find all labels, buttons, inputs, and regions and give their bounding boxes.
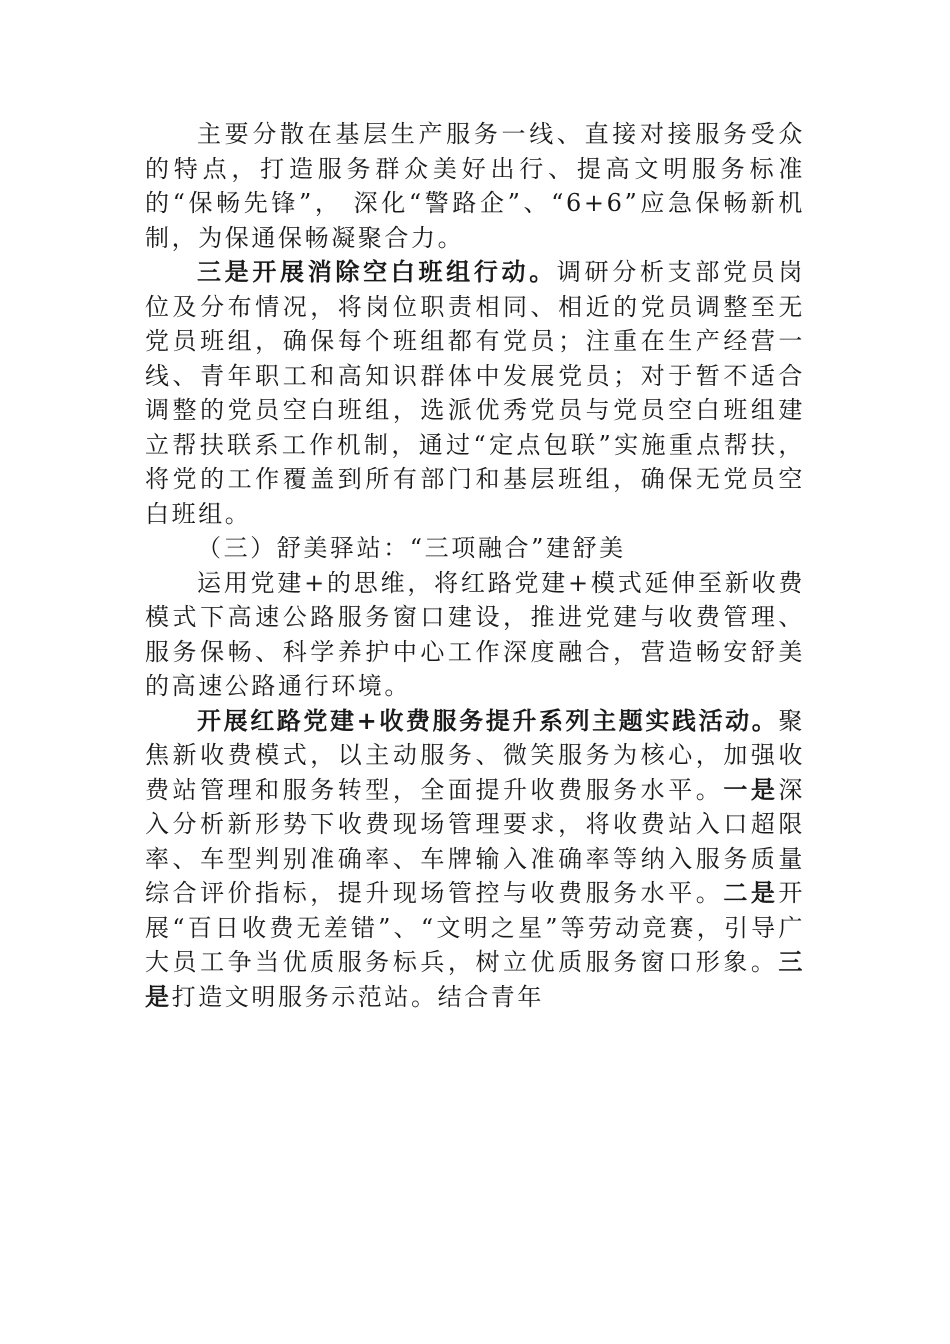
paragraph-text: 调研分析支部党员岗位及分布情况，将岗位职责相同、相近的党员调整至无党员班组，确保每个班组都有党员；注重在生产经营一线、青年职工和高知识群体中发展党员；对于暂不适合调整的党员空白班组，选派优秀党员与党员空白班组建立帮扶联系工作机制，通过“定点包联”实施重点帮扶，将党的工作覆盖到所有部门和基层班组，确保无党员空白班组。 bbox=[145, 258, 805, 528]
paragraph-text: 聚焦新收费模式，以主动服务、微笑服务为核心，加强收费站管理和服务转型，全面提升收费服务水平。 bbox=[145, 706, 805, 804]
section-heading bbox=[145, 531, 805, 566]
paragraph-lead-bold: 三是开展消除空白班组行动。 bbox=[197, 257, 557, 286]
paragraph-text: 深入分析新形势下收费现场管理要求，将收费站入口超限率、车型判别准确率、车牌输入准确率等纳入服务质量综合评价指标，提升现场管控与收费服务水平。 bbox=[145, 775, 805, 907]
paragraph-service-pioneer bbox=[145, 117, 805, 255]
enumeration-marker-second: 二是 bbox=[723, 878, 779, 907]
paragraph-party-building-plus bbox=[145, 566, 805, 704]
enumeration-marker-third: 三是 bbox=[145, 947, 805, 1011]
enumeration-marker-first: 一是 bbox=[723, 774, 779, 804]
paragraph-text: 主要分散在基层生产服务一线、直接对接服务受众的特点，打造服务群众美好出行、提高文明服务标准的“保畅先锋”， 深化“警路企”、“6+6”应急保畅新机制，为保通保畅凝聚合力。 bbox=[145, 120, 805, 252]
paragraph-toll-service-activity bbox=[145, 704, 805, 1015]
paragraph-text: 打造文明服务示范站。结合青年 bbox=[171, 982, 545, 1011]
paragraph-text: 运用党建+的思维，将红路党建+模式延伸至新收费模式下高速公路服务窗口建设，推进党建与收费管理、服务保畅、科学养护中心工作深度融合，营造畅安舒美的高速公路通行环境。 bbox=[145, 568, 805, 700]
paragraph-lead-bold: 开展红路党建+收费服务提升系列主题实践活动。 bbox=[197, 705, 779, 735]
document-body bbox=[145, 117, 805, 1014]
section-heading-text: （三）舒美驿站：“三项融合”建舒美 bbox=[197, 534, 626, 562]
paragraph-text: 开展“百日收费无差错”、“文明之星”等劳动竞赛，引导广大员工争当优质服务标兵，树立优质服务窗口形象。 bbox=[145, 879, 805, 976]
paragraph-blank-team-action bbox=[145, 255, 805, 531]
